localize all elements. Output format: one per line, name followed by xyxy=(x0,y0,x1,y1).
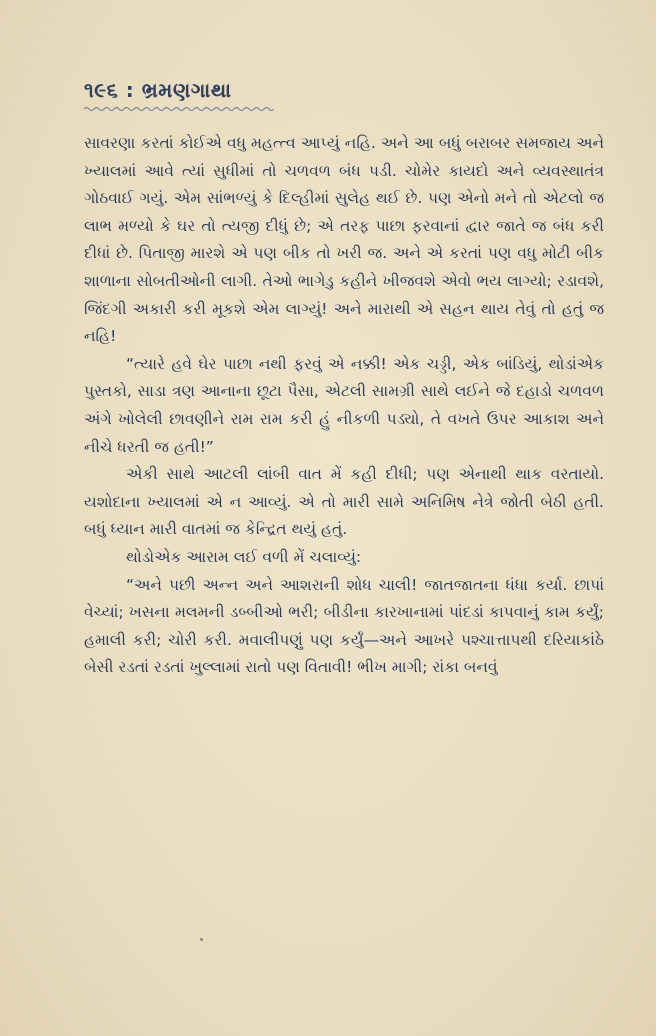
paragraph-5: “અને પછી અન્ન અને આશરાની શોધ ચાલી! જાતજાતના ધંધા કર્યા. છાપાં વેચ્યાં; ખસના મલમની ડબ્બીઓ ભરી; બીડીના કારખાનામાં પાંદડાં કાપવાનું કામ કર્યું; હમાલી કરી; ચોરી કરી. મવાલીપણું પણ કર્યું—અને આખરે પશ્ચાત્તાપથી દરિયાકાંઠે બેસી રડતાં રડતાં ખુલ્લામાં રાતો પણ વિતાવી! ભીખ માગી; રાંકા બનવું xyxy=(84,575,604,677)
paragraph-3: એકી સાથે આટલી લાંબી વાત મેં કહી દીધી; પણ એનાથી થાક વરતાયો. યશોદાના ખ્યાલમાં એ ન આવ્યું. એ તો મારી સામે અનિમિષ નેત્રે જોતી બેઠી હતી. બધું ધ્યાન મારી વાતમાં જ કેન્દ્રિત થયું હતું. xyxy=(84,465,604,539)
wavy-underline xyxy=(84,106,274,112)
page-mark-dot xyxy=(200,938,203,941)
running-header: ૧૯૬ : ભ્રમણગાથા xyxy=(84,78,232,102)
paragraph-2: “ત્યારે હવે ઘેર પાછા નથી ફરવું એ નક્કી! એક ચડ્ડી, એક બાંડિયું, થોડાંએક પુસ્તકો, સાડા ત્રણ આનાના છૂટા પૈસા, એટલી સામગ્રી સાથે લઈને જે દહાડો ચળવળ અંગે ખોલેલી છાવણીને રામ રામ કરી હું નીકળી પડ્યો, તે વખતે ઉપર આકાશ અને નીચે ધરતી જ હતી!” xyxy=(84,354,604,456)
page-body-text xyxy=(84,130,604,682)
paragraph-4: થોડોએક આરામ લઈ વળી મેં ચલાવ્યું: xyxy=(126,547,362,566)
paragraph-1: સાવરણા કરતાં કોઈએ વધુ મહત્ત્વ આપ્યું નહિ. અને આ બધું બરાબર સમજાય અને ખ્યાલમાં આવે ત્યાં સુધીમાં તો ચળવળ બંધ પડી. ચોમેર કાયદો અને વ્યવસ્થાતંત્ર ગોઠવાઈ ગયું. એમ સાંભળ્યું કે દિલ્હીમાં સુલેહ થઈ છે. પણ એનો મને તો એટલો જ લાભ મળ્યો કે ઘર તો ત્યજી દીધું છે; એ તરફ પાછા ફરવાનાં દ્વાર જાતે જ બંધ કરી દીધાં છે. પિતાજી મારશે એ પણ બીક તો ખરી જ. અને એ કરતાં પણ વધુ મોટી બીક શાળાના સોબતીઓની લાગી. તેઓ ભાગેડુ કહીને ખીજવશે એવો ભય લાગ્યો; રડાવશે, જિંદગી અકારી કરી મૂકશે એમ લાગ્યું! અને મારાથી એ સહન થાય તેવું તો હતું જ નહિ! xyxy=(84,134,604,346)
